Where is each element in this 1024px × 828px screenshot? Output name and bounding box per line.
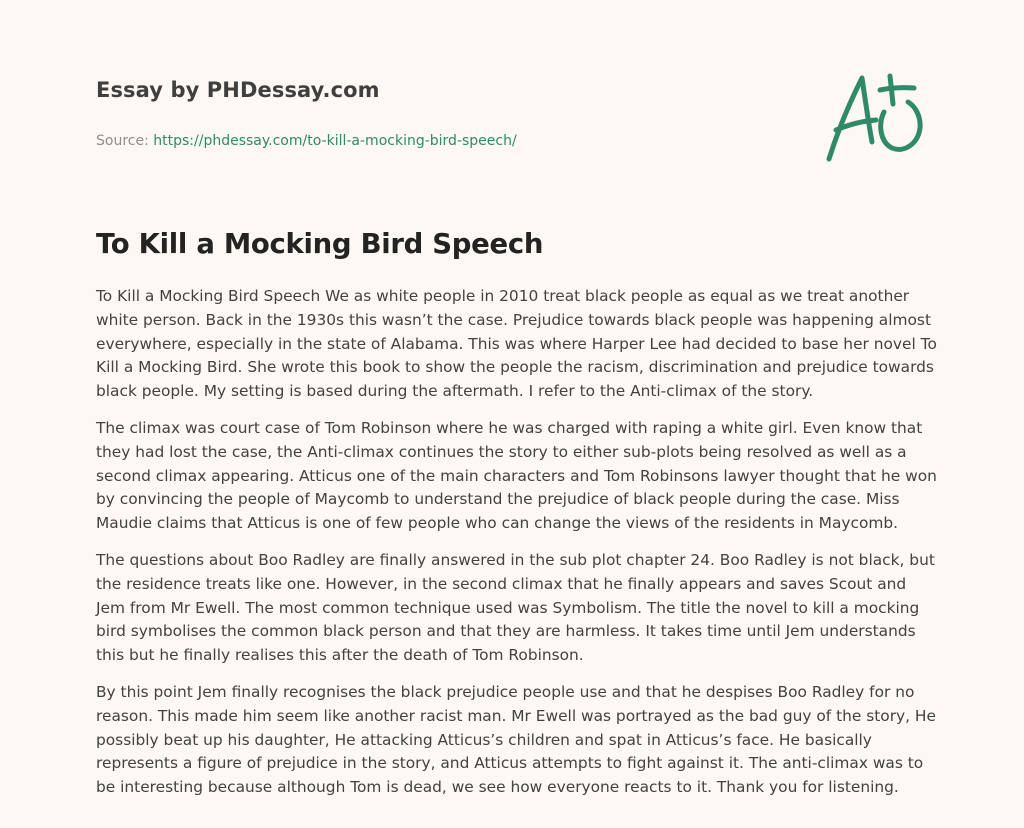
source-link[interactable]: https://phdessay.com/to-kill-a-mocking-bird-speech/ (153, 133, 517, 149)
essay-paragraph: The climax was court case of Tom Robinson where he was charged with raping a white girl. Even know that they had lost the case, the Anti-climax continues the story to either sub-plots being resolved as well as a second climax appearing. Atticus one of the main characters and Tom Robinsons lawyer thought that he won by convincing the people of Maycomb to understand the prejudice of black people during the case. Miss Maudie claims that Atticus is one of few people who can change the views of the residents in Maycomb. (96, 418, 937, 533)
essay-paragraph: By this point Jem finally recognises the black prejudice people use and that he despises Boo Radley for no reason. This made him seem like another racist man. Mr Ewell was portrayed as the bad guy of the story, He possibly beat up his daughter, He attacking Atticus’s children and spat in Atticus’s face. He basically represents a figure of prejudice in the story, and Atticus attempts to fight against it. The anti-climax was to be interesting because although Tom is dead, we see how everyone reacts to it. Thank you for listening. (96, 682, 936, 797)
site-title: Essay by PHDessay.com (96, 78, 380, 102)
source-label: Source: (96, 133, 149, 149)
source-line (96, 131, 796, 151)
page-header (96, 76, 796, 151)
essay-title: To Kill a Mocking Bird Speech (96, 228, 544, 260)
essay-paragraph: To Kill a Mocking Bird Speech We as white people in 2010 treat black people as equal as we treat another white person. Back in the 1930s this wasn’t the case. Prejudice towards black people was happening almost everywhere, especially in the state of Alabama. This was where Harper Lee had decided to base her novel To Kill a Mocking Bird. She wrote this book to show the people the racism, discrimination and prejudice towards black people. My setting is based during the aftermath. I refer to the Anti-climax of the story. (96, 287, 937, 401)
essay-paragraph: The questions about Boo Radley are finally answered in the sub plot chapter 24. Boo Radley is not black, but the residence treats like one. However, in the second climax that he finally appears and saves Scout and Jem from Mr Ewell. The most common technique used was Symbolism. The title the novel to kill a mocking bird symbolises the common black person and that they are harmless. It takes time until Jem understands this but he finally realises this after the death of Tom Robinson. (96, 550, 935, 665)
essay-body (96, 285, 938, 813)
a-plus-grade-icon (822, 68, 932, 164)
